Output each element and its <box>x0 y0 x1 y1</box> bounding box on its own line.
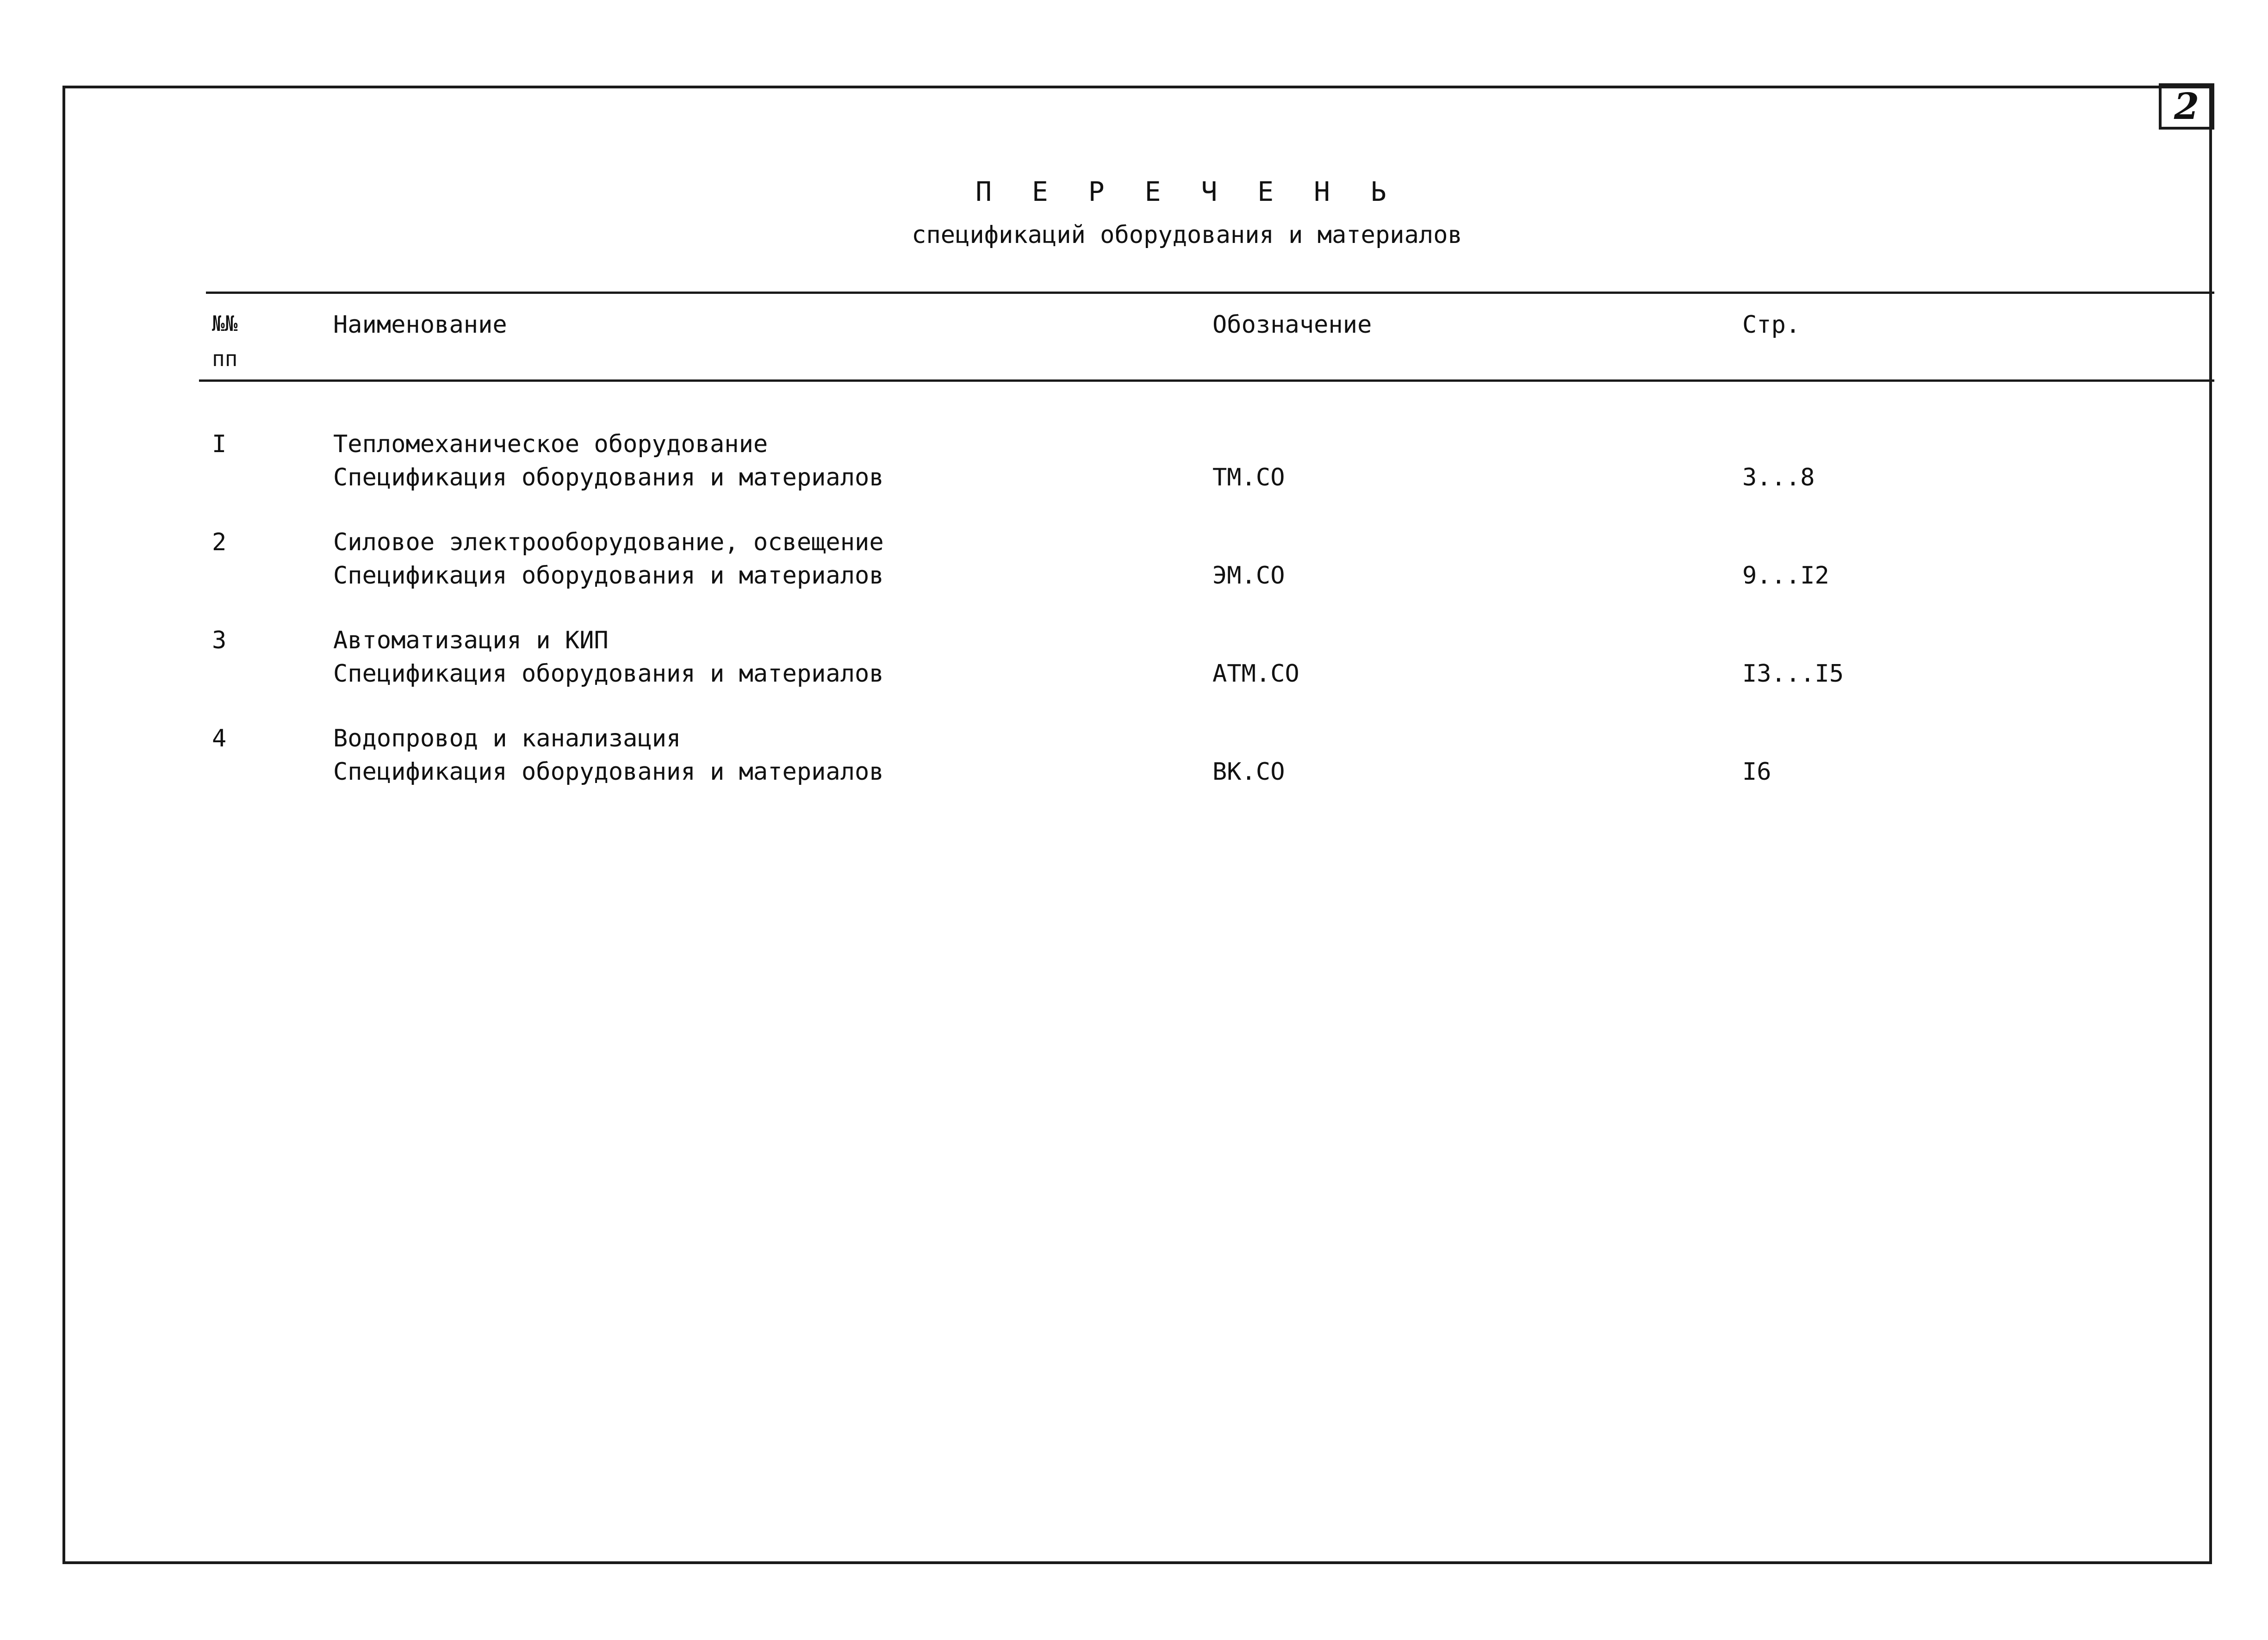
header-designation: Обозначение <box>1212 311 1372 339</box>
row-4-name-line2: Спецификация оборудования и материалов <box>333 758 884 786</box>
sheet-number-box <box>2159 83 2214 130</box>
drawing-frame <box>62 86 2212 1564</box>
row-3-name-line1: Автоматизация и КИП <box>333 627 609 654</box>
row-2-name-line1: Силовое электрооборудование, освещение <box>333 528 884 556</box>
document-subtitle: спецификаций оборудования и материалов <box>912 221 1462 249</box>
row-1-name-line2: Спецификация оборудования и материалов <box>333 464 884 491</box>
row-4-num: 4 <box>212 725 227 752</box>
row-3-designation: АТМ.СО <box>1212 660 1299 688</box>
row-1-pages: 3...8 <box>1742 464 1815 491</box>
row-2-name-line2: Спецификация оборудования и материалов <box>333 562 884 590</box>
row-2-num: 2 <box>212 528 227 556</box>
row-4-designation: ВК.СО <box>1212 758 1285 786</box>
table-top-rule <box>206 292 2214 294</box>
header-num-line1: №№ <box>212 311 238 336</box>
row-4-name-line1: Водопровод и канализация <box>333 725 681 752</box>
header-name: Наименование <box>333 311 507 339</box>
row-3-pages: I3...I5 <box>1742 660 1844 688</box>
sheet-number: 2 <box>2174 85 2200 128</box>
row-1-designation: ТМ.СО <box>1212 464 1285 491</box>
row-1-num: I <box>212 430 227 458</box>
row-3-name-line2: Спецификация оборудования и материалов <box>333 660 884 688</box>
row-1-name-line1: Тепломеханическое оборудование <box>333 430 768 458</box>
table-header-rule <box>199 379 2214 382</box>
row-4-pages: I6 <box>1742 758 1771 786</box>
header-num-line2: пп <box>212 346 238 371</box>
row-3-num: 3 <box>212 627 227 654</box>
document-title: П Е Р Е Ч Е Н Ь <box>976 176 1398 207</box>
row-2-designation: ЭМ.СО <box>1212 562 1285 590</box>
row-2-pages: 9...I2 <box>1742 562 1829 590</box>
header-page: Стр. <box>1742 311 1801 339</box>
